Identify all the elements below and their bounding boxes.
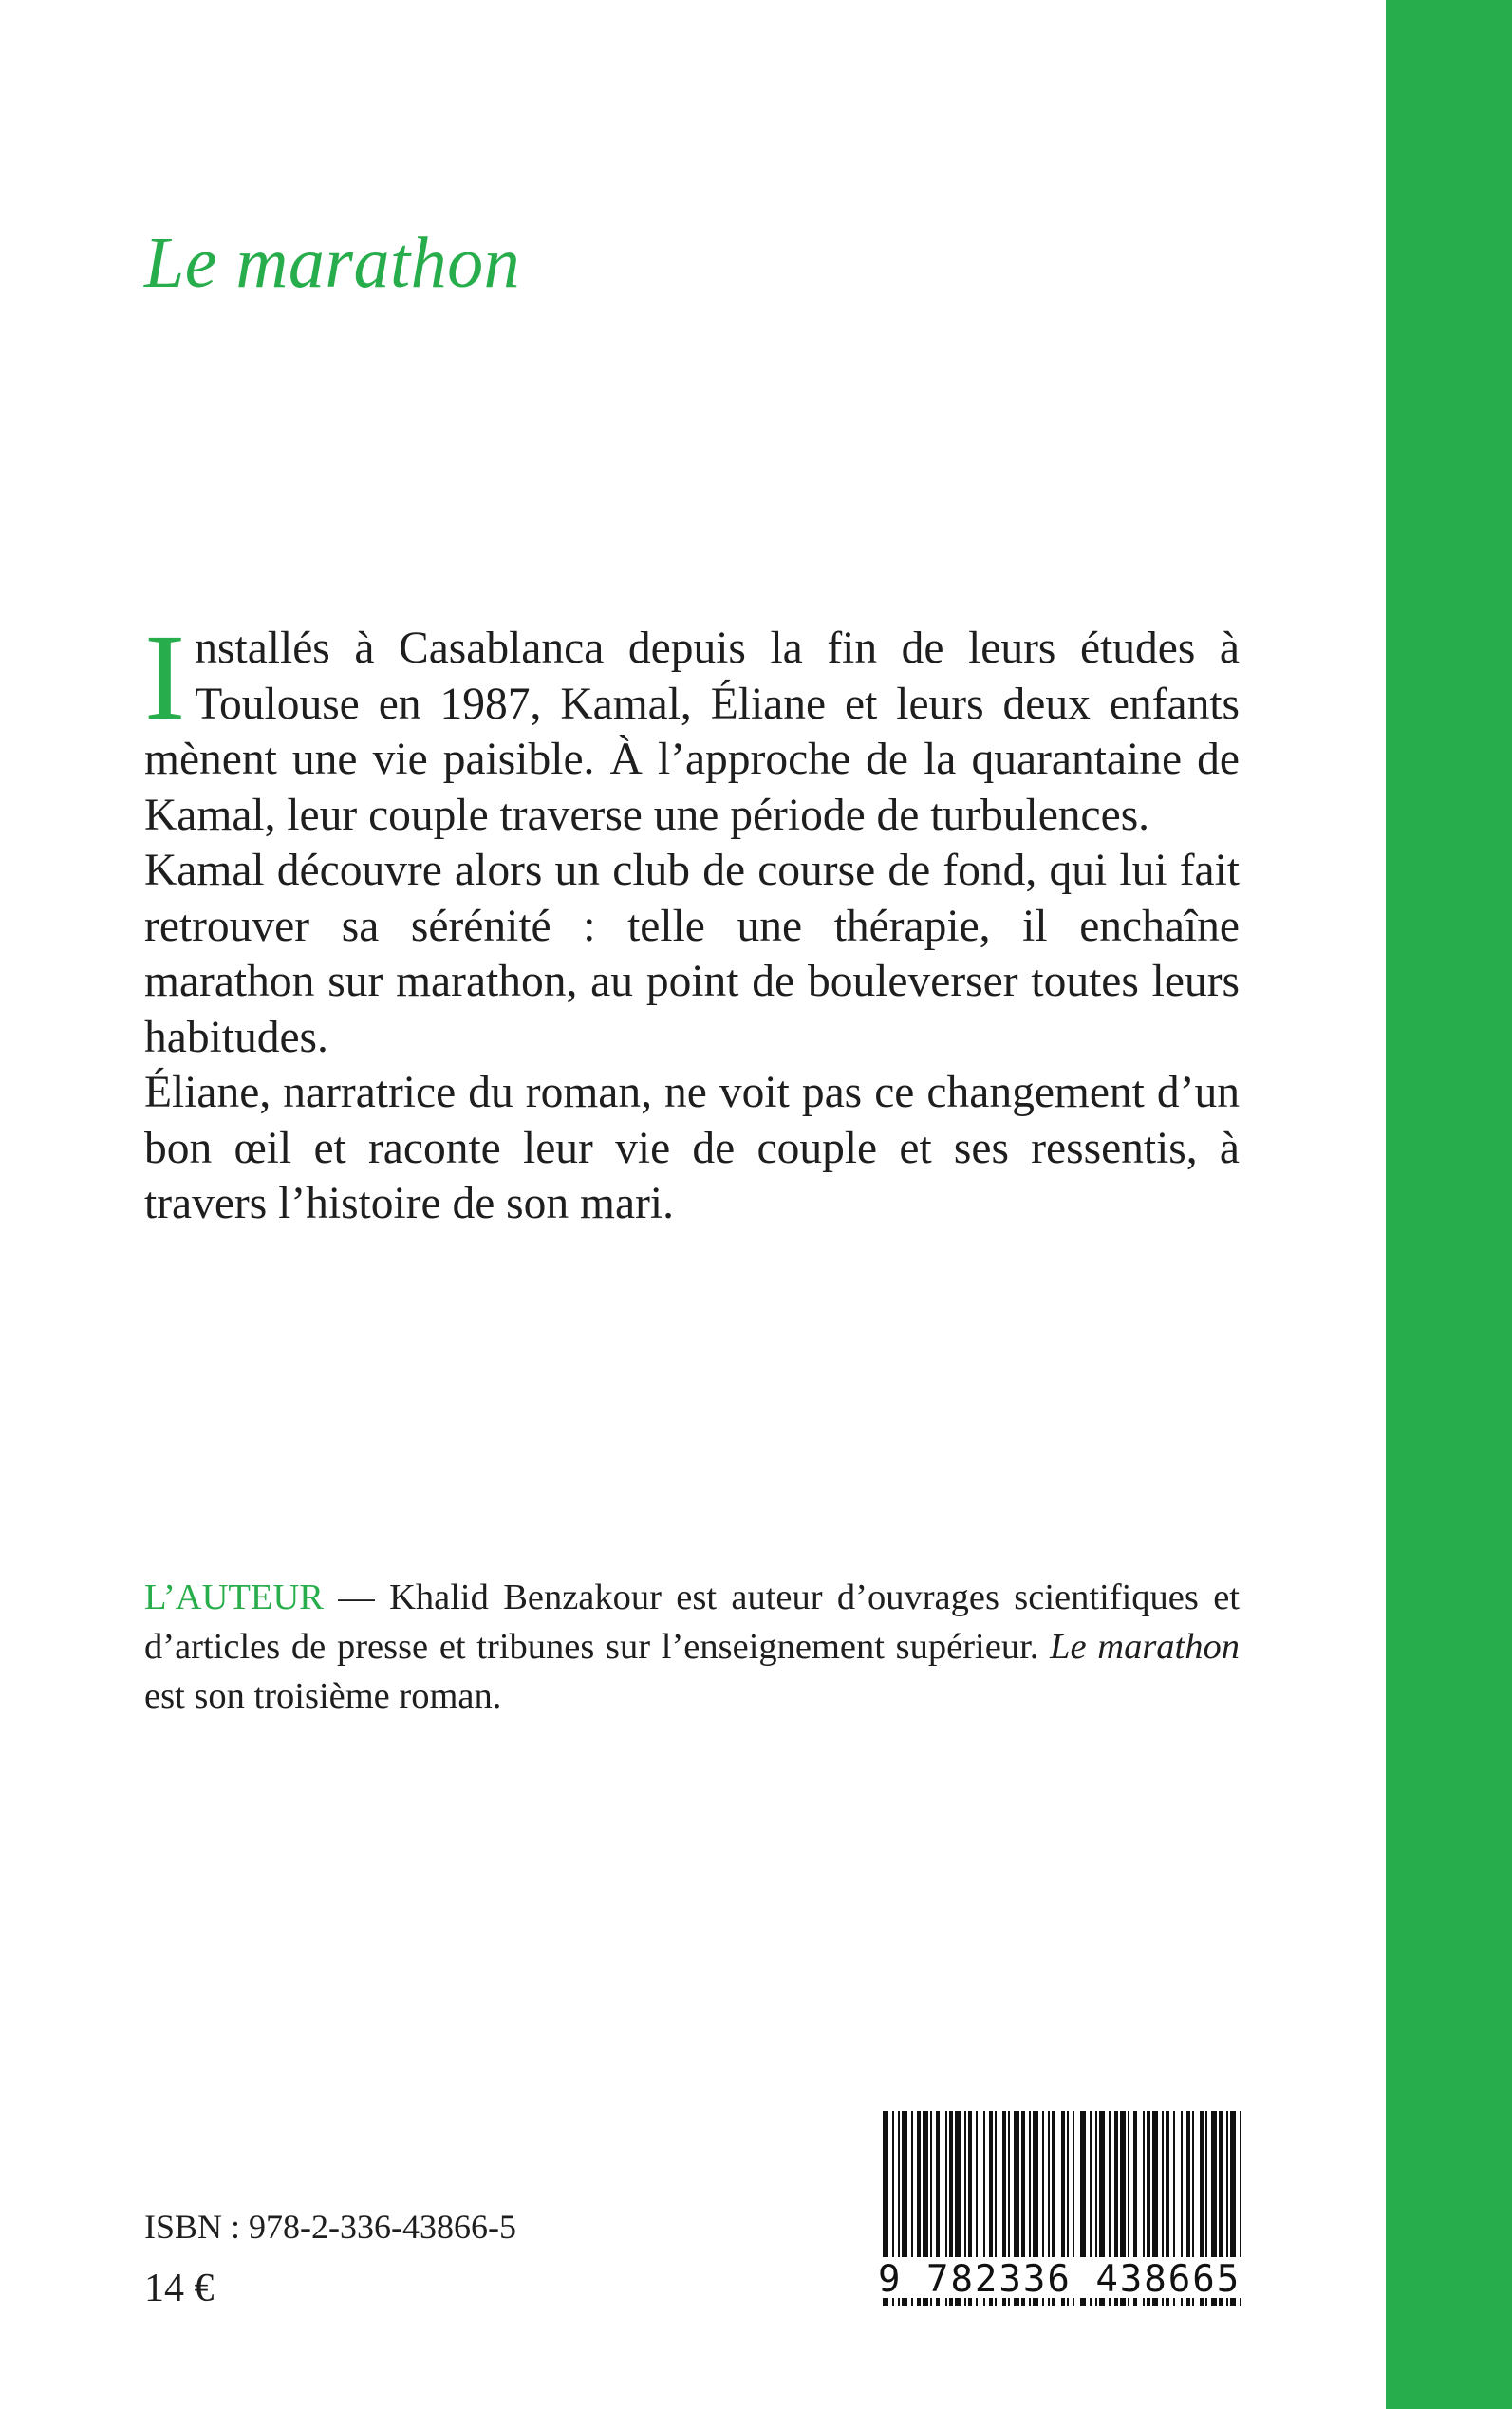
- price: 14 €: [144, 2267, 215, 2310]
- book-summary: [144, 609, 1240, 1232]
- summary-paragraph-1: [144, 609, 1240, 843]
- author-bio: [144, 1573, 1240, 1721]
- summary-paragraph-2: Kamal découvre alors un club de course de fond, qui lui fait retrouver sa sérénité : telle une thérapie, il enchaîne marathon sur marathon, au point de bouleverser toutes leurs habitudes.: [144, 846, 1240, 1062]
- spine-color-stripe: [1386, 0, 1512, 2409]
- author-dash: —: [323, 1578, 390, 1617]
- summary-paragraph-1-text: nstallés à Casablanca depuis la fin de leurs études à Toulouse en 1987, Kamal, Éliane et leurs deux enfants mènent une vie paisible. À l’approche de la quarantaine de Kamal, leur couple traverse une période de turbulences.: [144, 624, 1240, 840]
- author-text-1: Khalid Benzakour est auteur d’ouvrages scientifiques et d’articles de presse et tribunes sur l’enseignement supérieur.: [144, 1578, 1240, 1667]
- author-book-title: Le marathon: [1050, 1627, 1240, 1667]
- author-label: L’AUTEUR: [144, 1578, 324, 1617]
- isbn-number: ISBN : 978-2-336-43866-5: [144, 2208, 516, 2246]
- author-text-2: est son troisième roman.: [144, 1676, 502, 1716]
- drop-cap: I: [144, 609, 186, 746]
- book-title: Le marathon: [144, 223, 521, 303]
- barcode-digits: 9 782336 438665: [878, 2257, 1248, 2298]
- summary-paragraph-3: Éliane, narratrice du roman, ne voit pas ce changement d’un bon œil et raconte leur vie de couple et ses ressentis, à travers l’histoire de son mari.: [144, 1068, 1240, 1228]
